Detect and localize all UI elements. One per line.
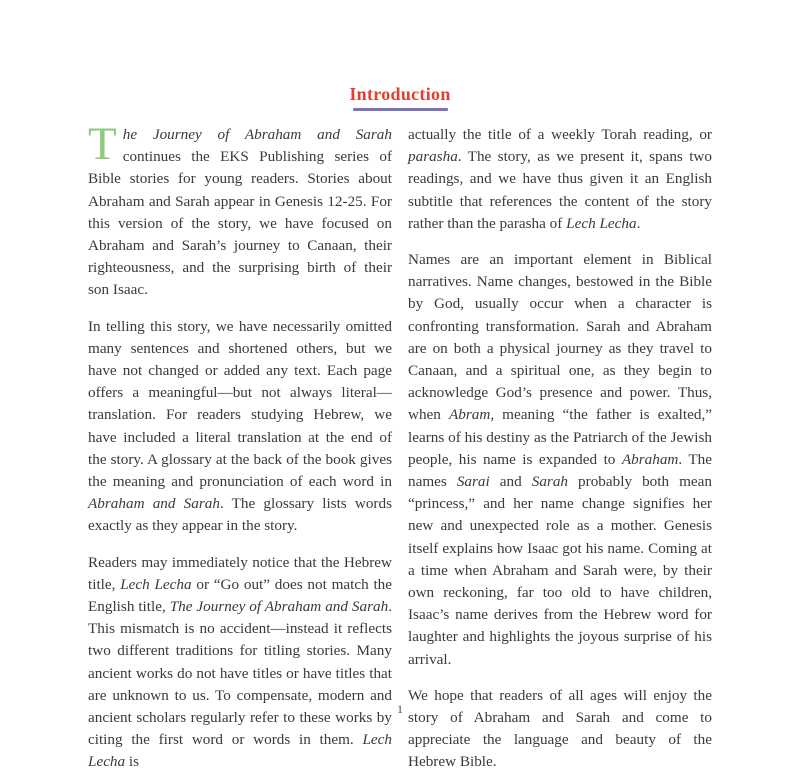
dropcap-letter: T bbox=[88, 118, 117, 170]
italic-text-run: Abram bbox=[448, 406, 491, 424]
italic-text-run: Abraham and Sarah bbox=[88, 495, 220, 513]
italic-text-run: he Journey of Abraham and Sarah bbox=[122, 126, 392, 143]
italic-text-run: parasha bbox=[408, 148, 458, 166]
italic-text-run: Lech Lecha bbox=[566, 214, 637, 232]
text-run: We hope that readers of all ages will enjoy the story of Abraham and Sarah and come to appreciate the language and beauty of the Hebrew Bible. bbox=[408, 686, 712, 771]
italic-text-run: Abraham bbox=[621, 450, 679, 468]
paragraph-name-changes bbox=[408, 249, 712, 671]
page-number: 1 bbox=[397, 702, 403, 716]
text-run: continues the EKS Publishing series of Bible stories for young readers. Stories about Abraham and Sarah appear in Genesis 12-25. For this version of the story, we have focused on Abraham and Sarah’s journey to Canaan, their righteousness, and the surprising birth of their son Isaac. bbox=[88, 148, 392, 299]
text-run: is bbox=[125, 753, 140, 771]
right-column bbox=[408, 124, 712, 774]
text-run: . The names bbox=[408, 450, 712, 491]
text-run: and bbox=[489, 473, 532, 491]
title-underline-rule bbox=[353, 108, 448, 111]
text-run: . This mismatch is no accident—instead it reflects two different traditions for titling stories. Many ancient works do not have titles or have titles that are unknown to us. To compensate, modern and ancient scholars regularly refer to these works by citing the first word or words in them. bbox=[88, 598, 392, 749]
italic-text-run: Sarai bbox=[456, 473, 490, 491]
text-columns bbox=[88, 118, 712, 774]
text-run: Readers may immediately notice that the Hebrew title, bbox=[88, 553, 392, 593]
text-run: In telling this story, we have necessarily omitted many sentences and shortened others, but we have not changed or added any text. Each page offers a meaningful—but not always literal—translation. For readers studying Hebrew, we have included a literal translation at the end of the story. A glossary at the back of the book gives the meaning and pronunciation of each word in bbox=[88, 317, 392, 491]
text-run: or “Go out” does not match the English title, bbox=[88, 575, 393, 616]
text-run: , meaning “the father is exalted,” learns of his destiny as the Patriarch of the Jewish people, his name is expanded to bbox=[408, 406, 712, 468]
paragraph-closing-hope bbox=[408, 685, 712, 774]
paragraph-hebrew-title bbox=[88, 552, 392, 774]
italic-text-run: Lech Lecha bbox=[120, 575, 192, 593]
text-run: actually the title of a weekly Torah reading, or bbox=[408, 126, 712, 143]
text-run: Names are an important element in Biblical narratives. Name changes, bestowed in the Bible by God, usually occur when a character is confronting transformation. Sarah and Abraham are on both a physical journey as they travel to Canaan, and a spiritual one, as they begin to acknowledge God’s presence and power. Thus, when bbox=[408, 251, 712, 424]
paragraph-torah-reading bbox=[408, 124, 712, 235]
text-run: probably both mean “princess,” and her name change signifies her new and unexpected role as a mother. Genesis itself explains how Isaac got his name. Coming at a time when Abraham and Sarah were, by their own reckoning, far too old to have children, Isaac’s name derives from the Hebrew word for laughter and highlights the joyous surprise of his arrival. bbox=[408, 473, 712, 668]
italic-text-run: Lech Lecha bbox=[88, 731, 392, 771]
left-column bbox=[88, 118, 393, 774]
paragraph-telling-story bbox=[88, 316, 392, 538]
page-title: Introduction bbox=[349, 84, 451, 104]
paragraph-intro bbox=[88, 118, 392, 302]
italic-text-run: The Journey of Abraham and Sarah bbox=[169, 598, 389, 616]
italic-text-run: Sarah bbox=[531, 473, 569, 491]
text-run: . The story, as we present it, spans two readings, and we have thus given it an English subtitle that references the content of the story rather than the parasha of bbox=[408, 148, 712, 232]
text-run: . The glossary lists words exactly as they appear in the story. bbox=[88, 495, 392, 535]
text-run: . bbox=[636, 214, 641, 232]
